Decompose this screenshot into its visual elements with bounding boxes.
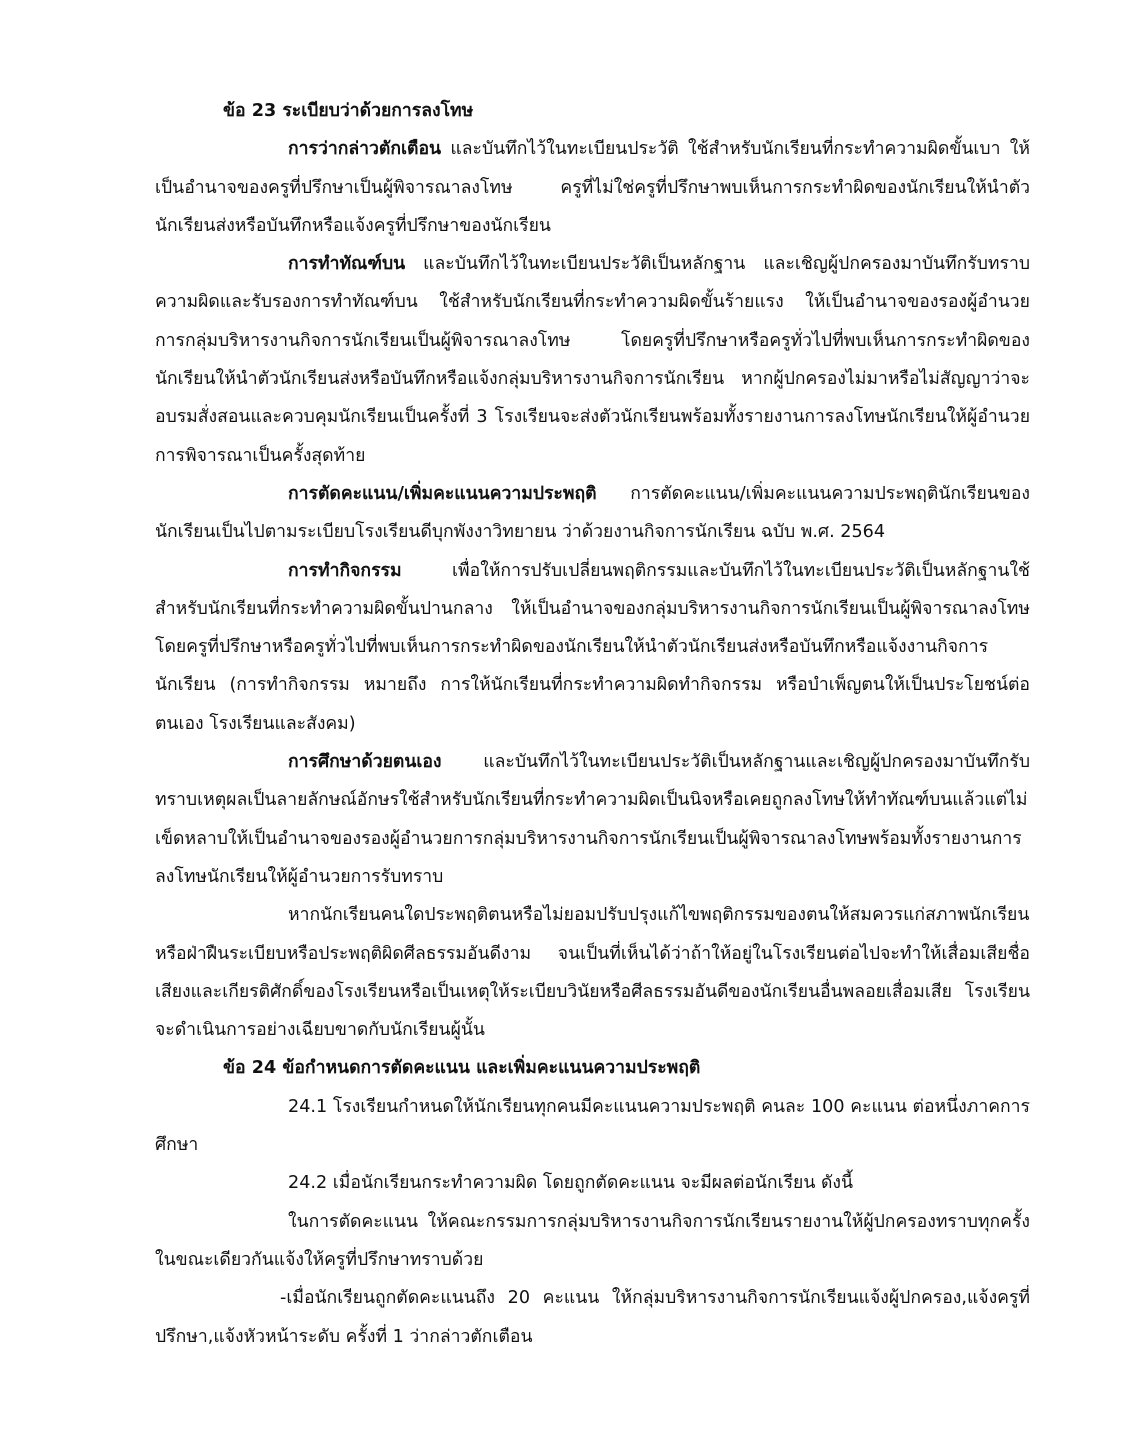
paragraph-score — [155, 475, 1030, 552]
paragraph-probation — [155, 245, 1030, 475]
term-self-study: การศึกษาด้วยตนเอง — [288, 752, 442, 773]
paragraph-activity — [155, 552, 1030, 743]
paragraph-notify: ในการตัดคะแนน ให้คณะกรรมการกลุ่มบริหารงานกิจการนักเรียนรายงานให้ผู้ปกครองทราบทุกครั้ง ในขณะเดียวกันแจ้งให้ครูที่ปรึกษาทราบด้วย — [155, 1211, 1030, 1270]
section-23-heading: ข้อ 23 ระเบียบว่าด้วยการลงโทษ — [223, 101, 474, 121]
text-activity: เพื่อให้การปรับเปลี่ยนพฤติกรรมและบันทึกไว้ในทะเบียนประวัติเป็นหลักฐานใช้สำหรับนักเรียนที่กระทำความผิดขั้นปานกลาง ให้เป็นอำนาจของกลุ่มบริหารงานกิจการนักเรียนเป็นผู้พิจารณาลงโทษ โดยครูที่ปรึกษาหรือครูทั่วไปที่พบเห็นการกระทำผิดของนักเรียนให้นำตัวนักเรียนส่งหรือบันทึกหรือแจ้งงานกิจการนักเรียน (การทำกิจกรรม หมายถึง การให้นักเรียนที่กระทำความผิดทำกิจกรรม หรือบำเพ็ญตนให้เป็นประโยชน์ต่อตนเอง โรงเรียนและสังคม) — [155, 560, 1030, 734]
item-24-2: 24.2 เมื่อนักเรียนกระทำความผิด โดยถูกตัดคะแนน จะมีผลต่อนักเรียน ดังนี้ — [288, 1173, 854, 1194]
paragraph-self-study — [155, 743, 1030, 896]
text-warning: และบันทึกไว้ในทะเบียนประวัติ ใช้สำหรับนักเรียนที่กระทำความผิดขั้นเบา ให้เป็นอำนาจของครูที่ปรึกษาเป็นผู้พิจารณาลงโทษ ครูที่ไม่ใช่ครูที่ปรึกษาพบเห็นการกระทำผิดของนักเรียนให้นำตัวนักเรียนส่งหรือบันทึกหรือแจ้งครูที่ปรึกษาของนักเรียน — [155, 139, 1030, 236]
term-probation: การทำทัณฑ์บน — [288, 254, 406, 275]
paragraph-warning — [155, 130, 1030, 245]
section-24-heading: ข้อ 24 ข้อกำหนดการตัดคะแนน และเพิ่มคะแนนความประพฤติ — [223, 1058, 701, 1079]
paragraph-expulsion: หากนักเรียนคนใดประพฤติตนหรือไม่ยอมปรับปรุงแก้ไขพฤติกรรมของตนให้สมควรแก่สภาพนักเรียนหรือฝ่าฝืนระเบียบหรือประพฤติผิดศีลธรรมอันดีงาม จนเป็นที่เห็นได้ว่าถ้าให้อยู่ในโรงเรียนต่อไปจะทำให้เสื่อมเสียชื่อเสียงและเกียรติศักดิ์ของโรงเรียนหรือเป็นเหตุให้ระเบียบวินัยหรือศีลธรรมอันดีของนักเรียนอื่นพลอยเสื่อมเสีย โรงเรียนจะดำเนินการอย่างเฉียบขาดกับนักเรียนผู้นั้น — [155, 905, 1030, 1041]
paragraph-20-points: -เมื่อนักเรียนถูกตัดคะแนนถึง 20 คะแนน ให้กลุ่มบริหารงานกิจการนักเรียนแจ้งผู้ปกครอง,แจ้งครูที่ปรึกษา,แจ้งหัวหน้าระดับ ครั้งที่ 1 ว่ากล่าวตักเตือน — [155, 1288, 1030, 1347]
text-probation: และบันทึกไว้ในทะเบียนประวัติเป็นหลักฐาน และเชิญผู้ปกครองมาบันทึกรับทราบความผิดและรับรองการทำทัณฑ์บน ใช้สำหรับนักเรียนที่กระทำความผิดขั้นร้ายแรง ให้เป็นอำนาจของรองผู้อำนวยการกลุ่มบริหารงานกิจการนักเรียนเป็นผู้พิจารณาลงโทษ โดยครูที่ปรึกษาหรือครูทั่วไปที่พบเห็นการกระทำผิดของนักเรียนให้นำตัวนักเรียนส่งหรือบันทึกหรือแจ้งกลุ่มบริหารงานกิจการนักเรียน หากผู้ปกครองไม่มาหรือไม่สัญญาว่าจะอบรมสั่งสอนและควบคุมนักเรียนเป็นครั้งที่ 3 โรงเรียนจะส่งตัวนักเรียนพร้อมทั้งรายงานการลงโทษนักเรียนให้ผู้อำนวยการพิจารณาเป็นครั้งสุดท้าย — [155, 254, 1030, 466]
term-activity: การทำกิจกรรม — [288, 560, 402, 581]
document-page — [155, 92, 1030, 1356]
term-warning: การว่ากล่าวตักเตือน — [288, 139, 442, 160]
text-self-study: และบันทึกไว้ในทะเบียนประวัติเป็นหลักฐานและเชิญผู้ปกครองมาบันทึกรับทราบเหตุผลเป็นลายลักษณ์อักษรใช้สำหรับนักเรียนที่กระทำความผิดเป็นนิจหรือเคยถูกลงโทษให้ทำทัณฑ์บนแล้วแต่ไม่เข็ดหลาบให้เป็นอำนาจของรองผู้อำนวยการกลุ่มบริหารงานกิจการนักเรียนเป็นผู้พิจารณาลงโทษพร้อมทั้งรายงานการลงโทษนักเรียนให้ผู้อำนวยการรับทราบ — [155, 752, 1030, 887]
text-score: การตัดคะแนน/เพิ่มคะแนนความประพฤตินักเรียนของนักเรียนเป็นไปตามระเบียบโรงเรียนดีบุกพังงาวิทยายน ว่าด้วยงานกิจการนักเรียน ฉบับ พ.ศ. 2564 — [155, 483, 1030, 543]
term-score: การตัดคะแนน/เพิ่มคะแนนความประพฤติ — [288, 483, 597, 504]
item-24-1: 24.1 โรงเรียนกำหนดให้นักเรียนทุกคนมีคะแนนความประพฤติ คนละ 100 คะแนน ต่อหนึ่งภาคการศึกษา — [155, 1096, 1030, 1156]
